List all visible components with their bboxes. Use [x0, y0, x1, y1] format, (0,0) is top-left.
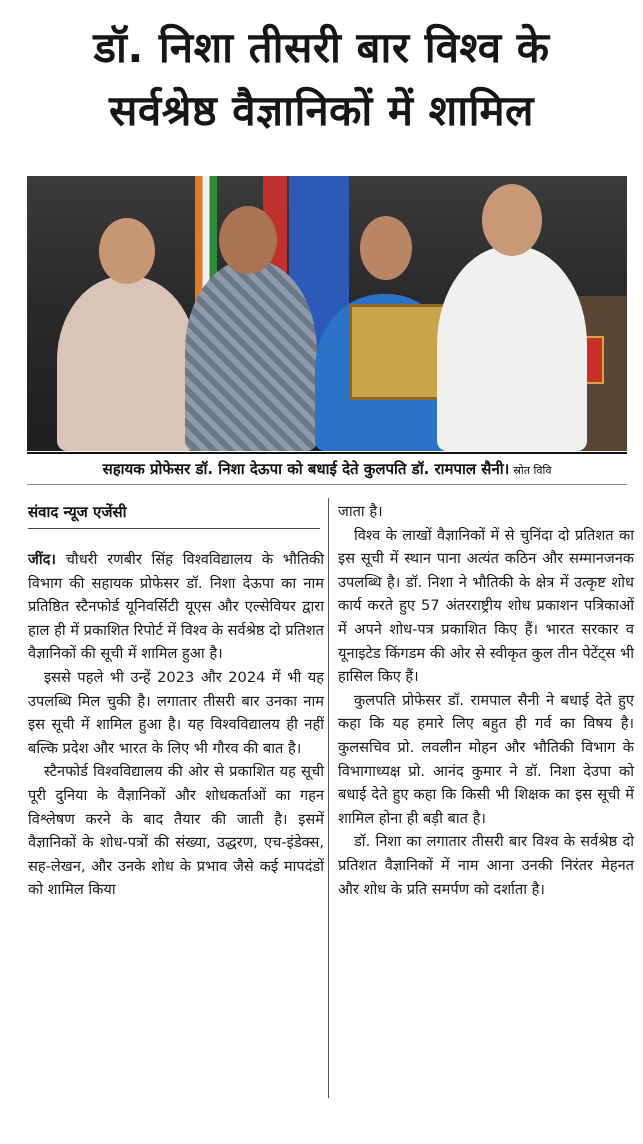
person-2 — [185, 260, 317, 451]
article-paragraph: डॉ. निशा का लगातार तीसरी बार विश्व के सर्वश्रेष्ठ दो प्रतिशत वैज्ञानिकों में नाम आना उनकी निरंतर मेहनत और शोध के प्रति समर्पण को दर्शाता है। — [338, 833, 634, 898]
person-1-head — [99, 218, 155, 284]
article-paragraph: कुलपति प्रोफेसर डॉ. रामपाल सैनी ने बधाई देते हुए कहा कि यह हमारे लिए बहुत ही गर्व का विषय है। कुलसचिव प्रो. लवलीन मोहन और भौतिकी विभाग के विभागाध्यक्ष प्रो. आनंद कुमार ने डॉ. निशा देउपा को बधाई देते हुए कहा कि किसी भी शिक्षक का इस सूची में शामिल होना ही बड़ी बात है। — [338, 691, 634, 827]
article-paragraph: स्टैनफोर्ड विश्वविद्यालय की ओर से प्रकाशित यह सूची पूरी दुनिया के वैज्ञानिकों और शोधकर्ताओं का गहन विश्लेषण करने के बाद तैयार की जाती है। इसमें वैज्ञानिकों के शोध-पत्रों की संख्या, उद्धरण, एच-इंडेक्स, सह-लेखन, और उनके शोध के प्रभाव जैसे कई मापदंडों को शामिल किया — [28, 763, 324, 899]
person-2-head — [219, 206, 277, 274]
caption-text: सहायक प्रोफेसर डॉ. निशा देऊपा को बधाई देते कुलपति डॉ. रामपाल सैनी। — [102, 460, 510, 478]
headline-line-2: सर्वश्रेष्ठ वैज्ञानिकों में शामिल — [108, 86, 535, 135]
article-paragraph: विश्व के लाखों वैज्ञानिकों में से चुनिंदा दो प्रतिशत का इस सूची में स्थान पाना अत्यंत कठिन और सम्मानजनक उपलब्धि है। डॉ. निशा ने भौतिकी के क्षेत्र में उत्कृष्ट शोध कार्य करते हुए 57 अंतरराष्ट्रीय शोध प्रकाशन पत्रिकाओं में अपने शोध-पत्र प्रकाशित किए हैं। भारत सरकार व यूनाइटेड किंगडम की ओर से स्वीकृत कुल तीन पेटेंट्स भी हासिल किए हैं। — [338, 526, 634, 686]
dateline: जींद। — [28, 551, 56, 568]
headline-line-1: डॉ. निशा तीसरी बार विश्व के — [93, 23, 550, 72]
headline — [14, 16, 629, 142]
article-column-right — [338, 500, 634, 901]
person-1 — [57, 276, 197, 451]
article-paragraph: इससे पहले भी उन्हें 2023 और 2024 में भी यह उपलब्धि मिल चुकी है। लगातार तीसरी बार उनका नाम इस सूची में शामिल हुआ है। यह विश्वविद्यालय ही नहीं बल्कि प्रदेश और भारत के लिए भी गौरव की बात है। — [28, 668, 324, 757]
person-3-head — [360, 216, 412, 280]
byline: संवाद न्यूज एजेंसी — [28, 503, 127, 521]
article-paragraph — [28, 548, 324, 666]
person-4-head — [482, 184, 542, 256]
news-photo — [27, 176, 627, 451]
person-4 — [437, 246, 587, 451]
photo-source: स्रोत विवि — [513, 464, 552, 477]
byline-rule — [28, 528, 320, 529]
column-divider — [328, 498, 329, 1098]
article-column-left — [28, 548, 324, 902]
paragraph-text: चौधरी रणबीर सिंह विश्वविद्यालय के भौतिकी विभाग की सहायक प्रोफेसर डॉ. निशा देऊपा का नाम प्रतिष्ठित स्टैनफोर्ड यूनिवर्सिटी यूएस और एल्सेवियर द्वारा हाल ही में प्रकाशित रिपोर्ट में विश्व के सर्वश्रेष्ठ दो प्रतिशत वैज्ञानिकों की सूची में शामिल हुआ है। — [28, 551, 325, 663]
article-paragraph: जाता है। — [338, 503, 383, 520]
photo-caption — [27, 452, 627, 485]
